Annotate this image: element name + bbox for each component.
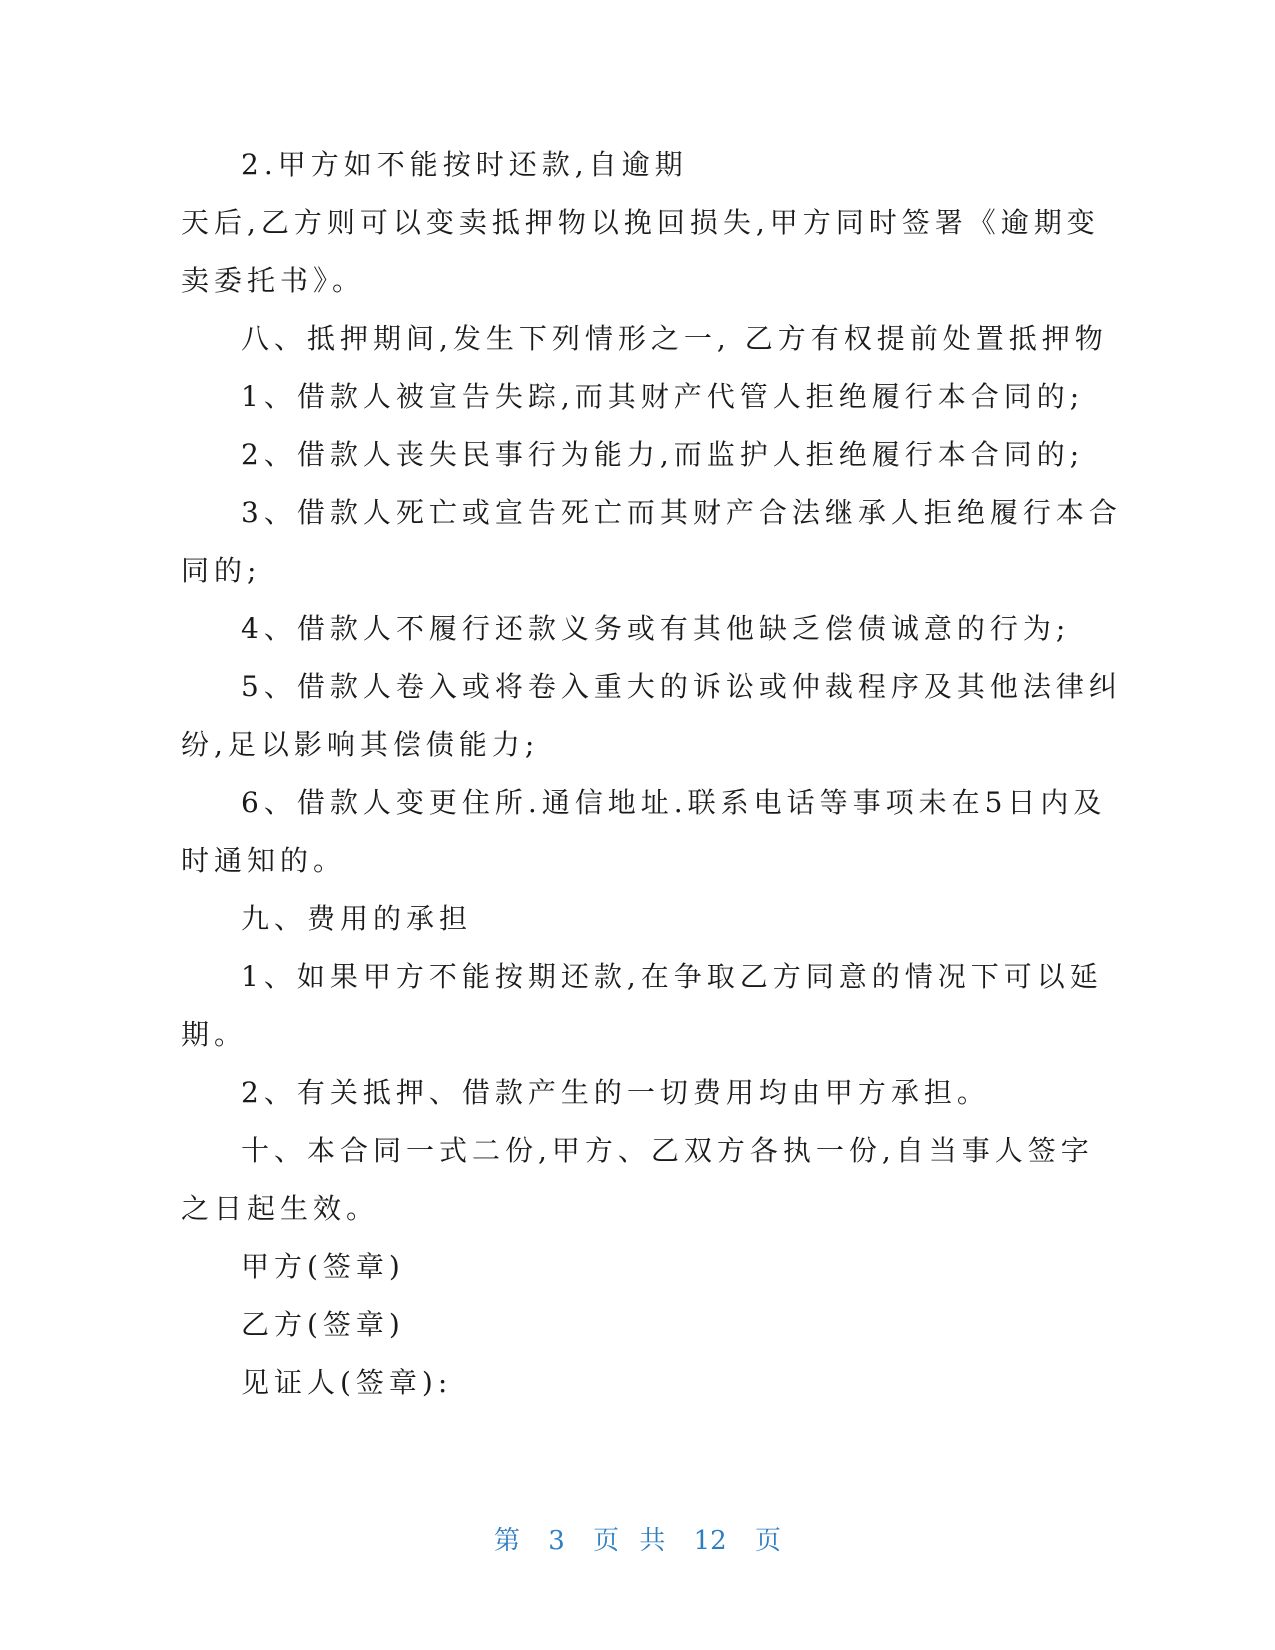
footer-prefix: 第: [494, 1526, 521, 1556]
signature-party-a: 甲方(签章): [241, 1250, 405, 1283]
signature-witness: 见证人(签章):: [241, 1366, 453, 1399]
paragraph-line: 同的;: [181, 554, 262, 587]
paragraph-line: 4、借款人不履行还款义务或有其他缺乏偿债诚意的行为;: [241, 612, 1071, 645]
paragraph-line: 卖委托书》。: [181, 264, 366, 297]
signature-party-b: 乙方(签章): [241, 1308, 405, 1341]
paragraph-line: 时通知的。: [181, 844, 347, 877]
section-heading-eight: 八、抵押期间,发生下列情形之一, 乙方有权提前处置抵押物: [241, 322, 1108, 355]
footer-suffix: 页: [754, 1526, 781, 1556]
paragraph-line: 之日起生效。: [181, 1192, 380, 1225]
section-heading-nine: 九、费用的承担: [241, 902, 473, 935]
page-footer: [0, 1520, 1275, 1557]
footer-middle: 页 共: [593, 1526, 666, 1556]
paragraph-line: 天后,乙方则可以变卖抵押物以挽回损失,甲方同时签署《逾期变: [181, 206, 1100, 239]
paragraph-line: 期。: [181, 1018, 248, 1051]
paragraph-line: 2、有关抵押、借款产生的一切费用均由甲方承担。: [241, 1076, 990, 1109]
document-body: [181, 136, 1122, 1412]
footer-current-page: 3: [548, 1526, 565, 1556]
paragraph-line: 纷,足以影响其偿债能力;: [181, 728, 540, 761]
paragraph-line: 3、借款人死亡或宣告死亡而其财产合法继承人拒绝履行本合: [241, 496, 1122, 529]
paragraph-line: 5、借款人卷入或将卷入重大的诉讼或仲裁程序及其他法律纠: [241, 670, 1122, 703]
paragraph-line: 6、借款人变更住所.通信地址.联系电话等事项未在5日内及: [241, 786, 1107, 819]
footer-total-pages: 12: [693, 1526, 727, 1556]
paragraph-line: 2、借款人丧失民事行为能力,而监护人拒绝履行本合同的;: [241, 438, 1085, 471]
paragraph-line: 1、如果甲方不能按期还款,在争取乙方同意的情况下可以延: [241, 960, 1103, 993]
paragraph-line: 1、借款人被宣告失踪,而其财产代管人拒绝履行本合同的;: [241, 380, 1085, 413]
paragraph-line: 2.甲方如不能按时还款,自逾期: [241, 148, 688, 181]
section-heading-ten: 十、本合同一式二份,甲方、乙双方各执一份,自当事人签字: [241, 1134, 1094, 1167]
